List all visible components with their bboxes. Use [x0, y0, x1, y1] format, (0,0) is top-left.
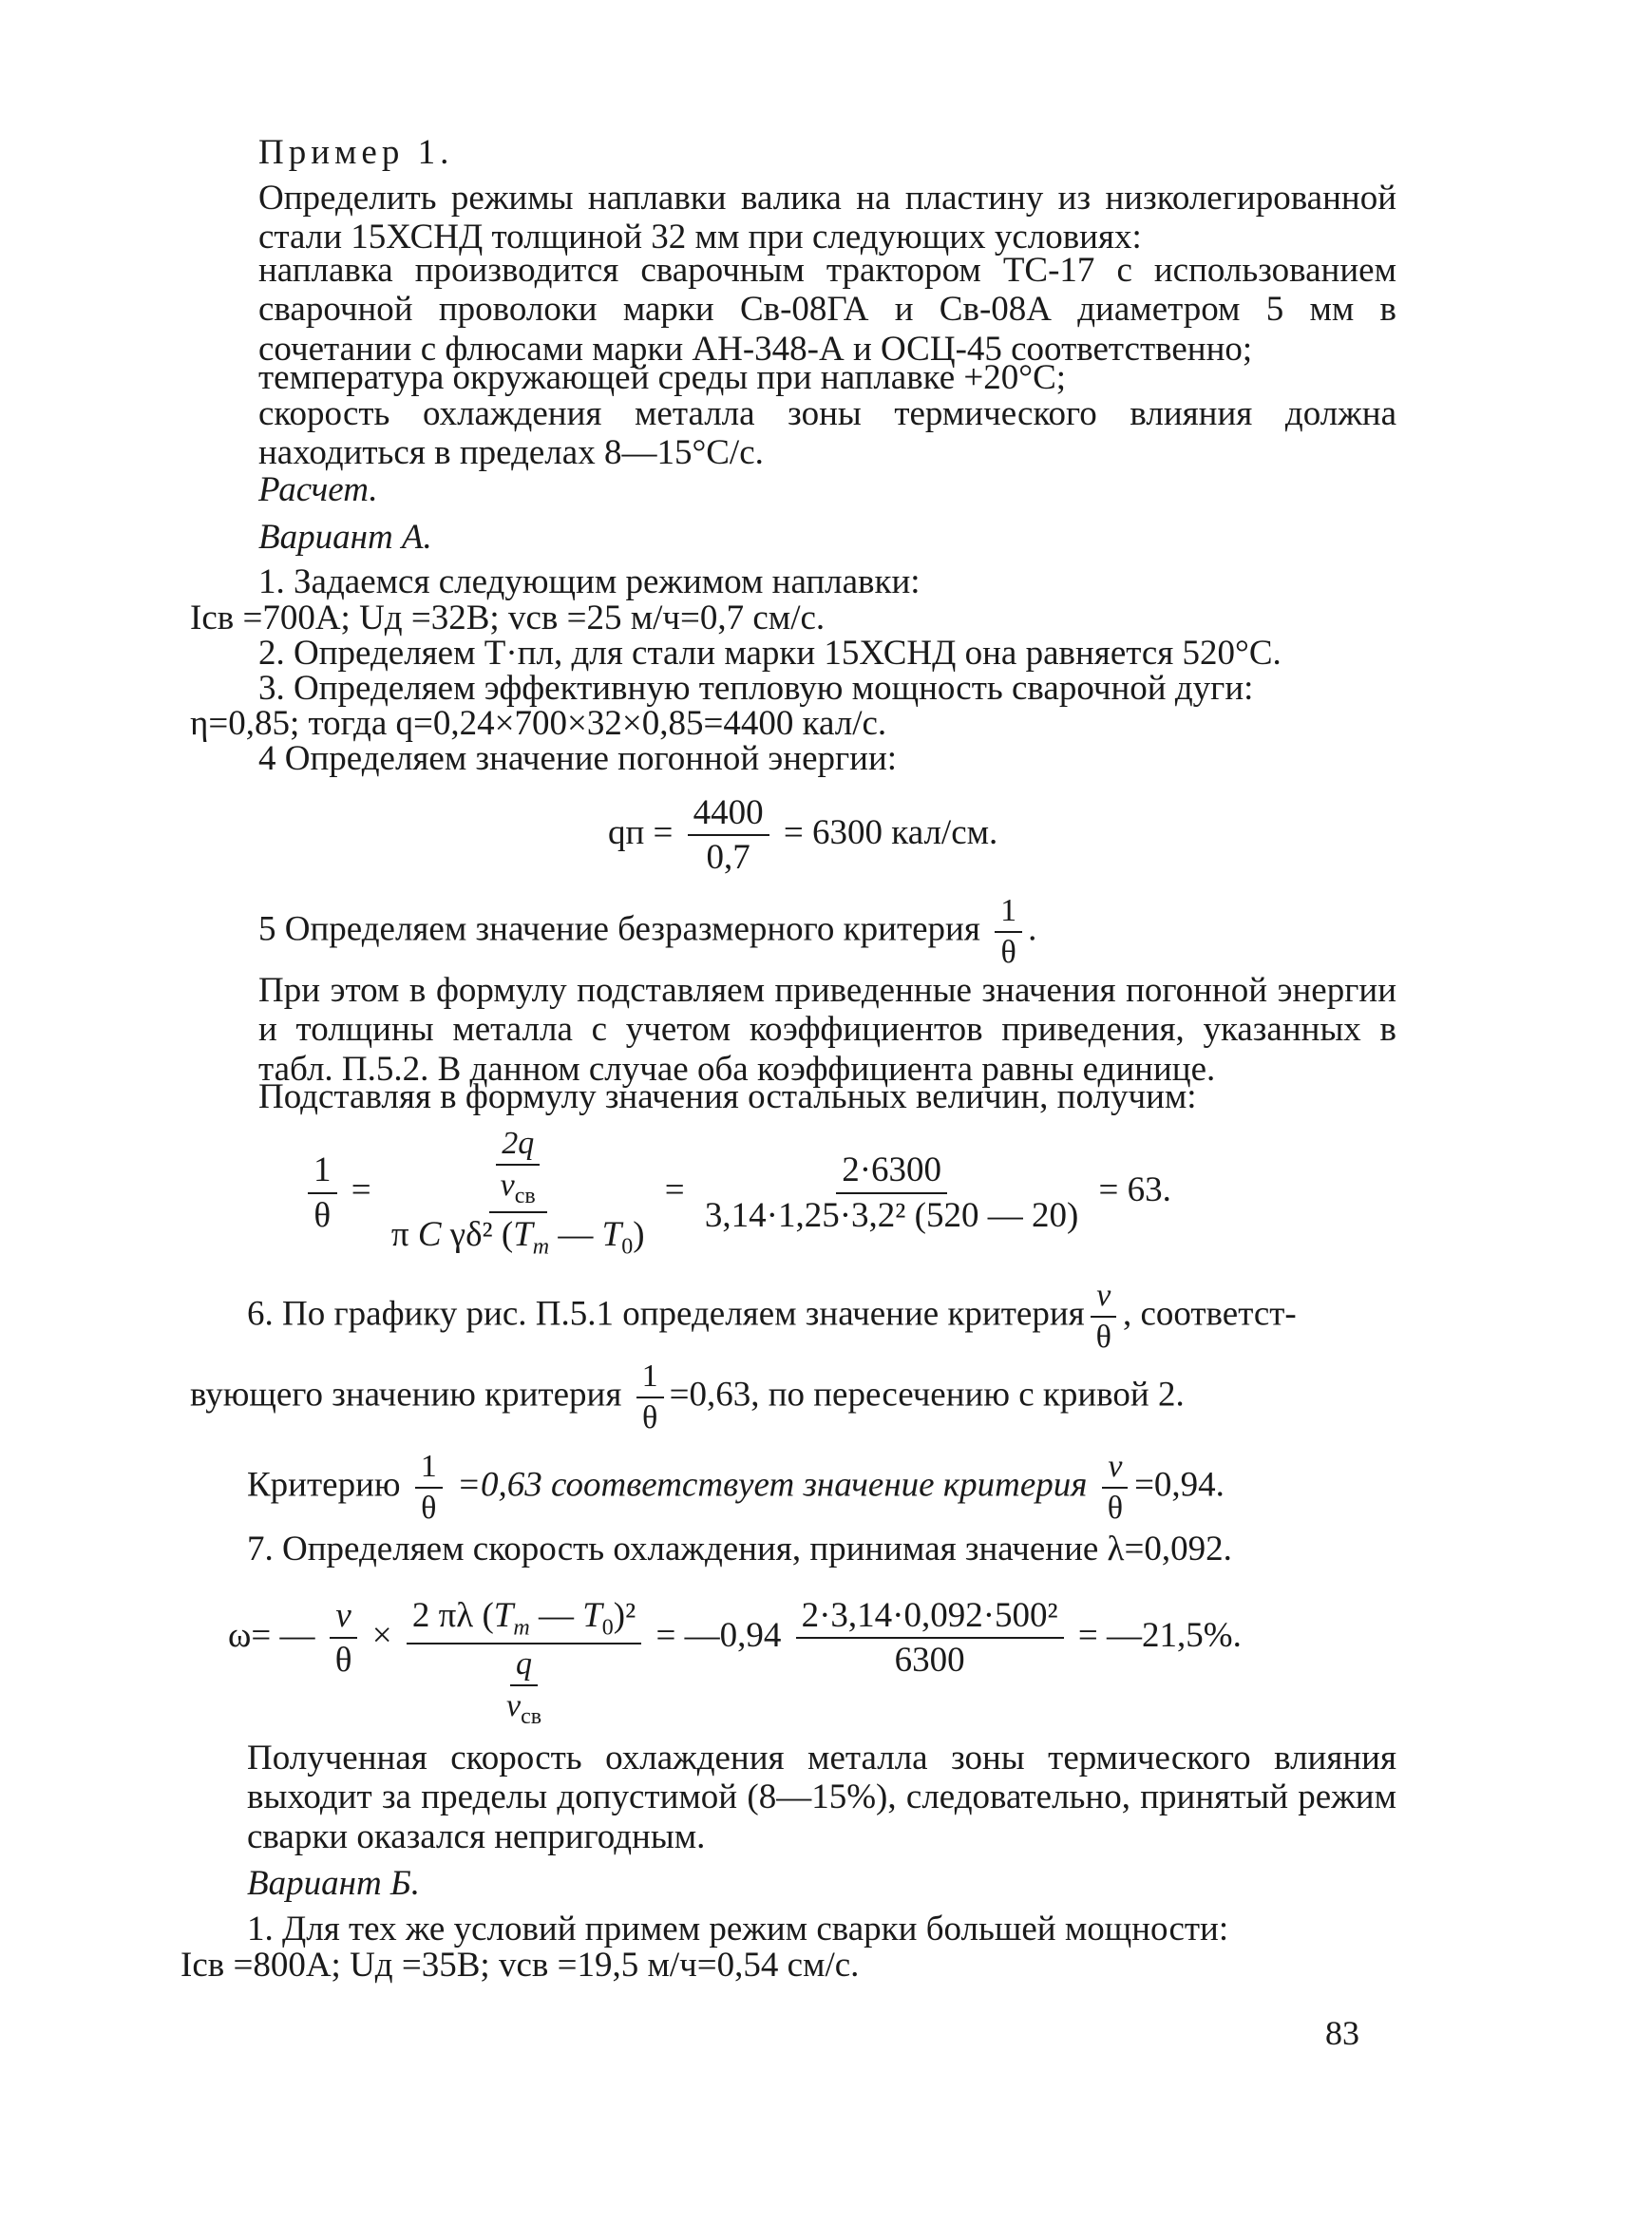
- conclusion-paragraph: Полученная скорость охлаждения металла зоны термического влияния выходит за пределы допустимой (8—15%), следовательно, принятый режим сварки оказался непригодным.: [247, 1739, 1396, 1856]
- equation-linear-energy: [608, 793, 997, 878]
- step-a5: 5 Определяем значение безразмерного критерия: [258, 909, 980, 949]
- equation-criterion: $\frac{1}{\theta}$ = $\frac{\frac{2q}{v_{св}}}{\pi C \gamma\delta^2 (T_m — T_0)}$ = $\frac{2\cdot 6300}{\text{3,14·1,25·3,2² (520 — 20)}}$ = 63.: [302, 1126, 1171, 1260]
- raschet-label: Расчет.: [258, 470, 378, 509]
- step-a6-line2-a: вующего значению критерия: [190, 1375, 622, 1415]
- intro-paragraph-1: Определить режимы наплавки валика на пластину из низколегированной стали 15ХСНД толщиной 32 мм при следующих условиях:: [258, 179, 1396, 257]
- variant-b-label: Вариант Б.: [247, 1864, 421, 1903]
- equation-cooling-rate: ω= — $\frac{v}{\theta}$ × $\frac{2 \pi\lambda (T_m — T_0)^2}{\frac{q}{v_{св}}}$ = —0,94 $\frac{\text{2·3,14·0,092·500²}}{6300}$ = —21,5%.: [228, 1596, 1242, 1730]
- page-number: 83: [1325, 2014, 1359, 2052]
- criterion-c: =0,94.: [1134, 1465, 1225, 1505]
- step-a6: 6. По графику рис. П.5.1 определяем значение критерия: [247, 1294, 1085, 1334]
- step-a6-line2: вующего значению критерия $\frac{1}{\theta}$ =0,63, по пересечению с кривой 2.: [190, 1359, 1185, 1436]
- intro-paragraph-4: скорость охлаждения металла зоны термического влияния должна находиться в пределах 8—15°С/с.: [258, 394, 1396, 473]
- eq2-numerator: 2·6300: [836, 1150, 947, 1193]
- example-heading: Пример 1.: [258, 133, 454, 172]
- step-a6-line2-b: =0,63, по пересечению с кривой 2.: [669, 1375, 1185, 1415]
- step-a5-paragraph-2: Подставляя в формулу значения остальных величин, получим:: [258, 1077, 1197, 1116]
- intro-paragraph-3: температура окружающей среды при наплавке +20°С;: [258, 358, 1067, 397]
- criterion-b: =0,63 соответствует значение критерия: [457, 1465, 1088, 1505]
- eq1-lhs: qп =: [608, 812, 674, 852]
- step-a5-line: 5 Определяем значение безразмерного критерия $\frac{1}{\theta}$ .: [258, 893, 1037, 971]
- criterion-line: Критерию $\frac{1}{\theta}$ =0,63 соответствует значение критерия $\frac{v}{\theta}$ =0,94.: [247, 1449, 1225, 1527]
- step-a5-paragraph: При этом в формулу подставляем приведенные значения погонной энергии и толщины металла с учетом коэффициентов приведения, указанных в табл. П.5.2. В данном случае оба коэффициента равны единице.: [258, 971, 1396, 1089]
- step-b1-values: Iсв =800А; Uд =35В; vсв =19,5 м/ч=0,54 см/с.: [180, 1946, 860, 1985]
- step-a4: 4 Определяем значение погонной энергии:: [258, 739, 898, 778]
- eq3-mid: = —0,94: [655, 1615, 782, 1655]
- criterion-a: Критерию: [247, 1465, 401, 1505]
- step-a3-values: η=0,85; тогда q=0,24×700×32×0,85=4400 кал/с.: [190, 704, 887, 743]
- eq3-denominator: 6300: [894, 1641, 965, 1681]
- step-a7: 7. Определяем скорость охлаждения, принимая значение λ=0,092.: [247, 1530, 1232, 1568]
- step-a6-line: 6. По графику рис. П.5.1 определяем значение критерия $\frac{v}{\theta}$ , соответст-: [247, 1278, 1297, 1356]
- eq1-rhs: = 6300 кал/см.: [783, 812, 998, 852]
- step-a1: 1. Задаемся следующим режимом наплавки:: [258, 562, 921, 601]
- step-a3: 3. Определяем эффективную тепловую мощность сварочной дуги:: [258, 669, 1254, 708]
- eq1-numerator: 4400: [688, 793, 769, 836]
- eq1-denominator: 0,7: [706, 838, 750, 878]
- eq2-denominator: 3,14·1,25·3,2² (520 — 20): [704, 1195, 1079, 1235]
- step-a2: 2. Определяем Т·пл, для стали марки 15ХСНД она равняется 520°С.: [258, 634, 1282, 673]
- step-a1-values: Iсв =700А; Uд =32В; vсв =25 м/ч=0,7 см/с.: [190, 599, 826, 637]
- eq3-result: = —21,5%.: [1077, 1615, 1242, 1655]
- step-a6-tail: , соответст-: [1122, 1294, 1297, 1334]
- variant-a-label: Вариант А.: [258, 518, 432, 557]
- eq2-result: = 63.: [1098, 1169, 1171, 1209]
- eq3-numerator: 2·3,14·0,092·500²: [796, 1596, 1064, 1639]
- step-b1: 1. Для тех же условий примем режим сварки большей мощности:: [247, 1910, 1229, 1948]
- intro-paragraph-2: наплавка производится сварочным трактором ТС-17 с использованием сварочной проволоки марки Св-08ГА и Св-08А диаметром 5 мм в сочетании с флюсами марки АН-348-А и ОСЦ-45 соответственно;: [258, 251, 1396, 369]
